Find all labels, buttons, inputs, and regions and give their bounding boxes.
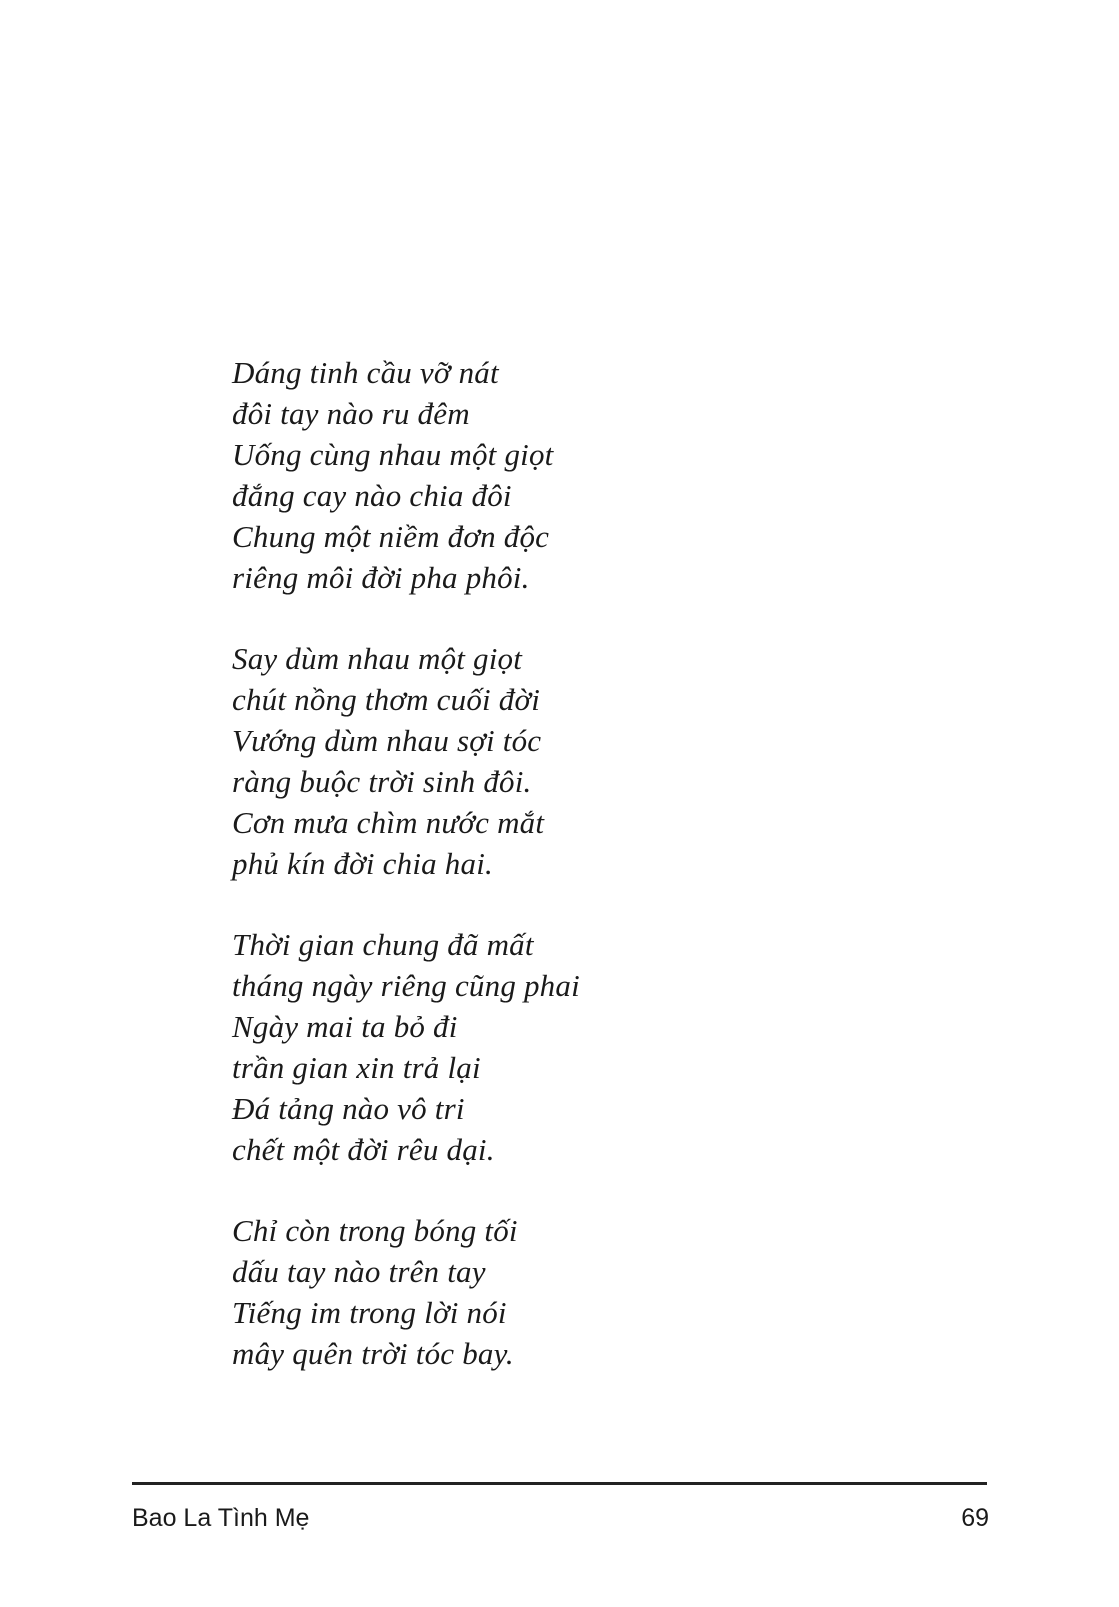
page-footer bbox=[132, 1500, 989, 1536]
poem-line: trần gian xin trả lại bbox=[232, 1050, 481, 1085]
poem-body bbox=[232, 352, 932, 1414]
poem-line: Thời gian chung đã mất bbox=[232, 927, 534, 962]
poem-line: phủ kín đời chia hai. bbox=[232, 846, 493, 881]
poem-line: dấu tay nào trên tay bbox=[232, 1254, 486, 1289]
poem-line: Dáng tinh cầu vỡ nát bbox=[232, 355, 499, 390]
poem-line: chút nồng thơm cuối đời bbox=[232, 682, 541, 717]
poem-line: Ngày mai ta bỏ đi bbox=[232, 1009, 458, 1044]
page-number: 69 bbox=[961, 1504, 989, 1532]
stanza-2 bbox=[232, 638, 932, 884]
stanza-3 bbox=[232, 924, 932, 1170]
footer-divider bbox=[132, 1482, 987, 1485]
stanza-1 bbox=[232, 352, 932, 598]
poem-line: Đá tảng nào vô tri bbox=[232, 1091, 465, 1126]
poem-line: Tiếng im trong lời nói bbox=[232, 1295, 507, 1330]
book-title: Bao La Tình Mẹ bbox=[132, 1504, 310, 1532]
poem-line: Say dùm nhau một giọt bbox=[232, 641, 523, 676]
poem-line: Chung một niềm đơn độc bbox=[232, 519, 550, 554]
poem-line: Vướng dùm nhau sợi tóc bbox=[232, 723, 542, 758]
poem-line: chết một đời rêu dại. bbox=[232, 1132, 495, 1167]
poem-line: Cơn mưa chìm nước mắt bbox=[232, 805, 545, 840]
poem-line: tháng ngày riêng cũng phai bbox=[232, 968, 580, 1003]
poem-line: mây quên trời tóc bay. bbox=[232, 1336, 514, 1371]
poem-line: Uống cùng nhau một giọt bbox=[232, 437, 554, 472]
stanza-4 bbox=[232, 1210, 932, 1374]
poem-line: riêng môi đời pha phôi. bbox=[232, 560, 530, 595]
poem-line: đắng cay nào chia đôi bbox=[232, 478, 512, 513]
poem-line: Chỉ còn trong bóng tối bbox=[232, 1213, 518, 1248]
poem-line: đôi tay nào ru đêm bbox=[232, 396, 470, 431]
poem-line: ràng buộc trời sinh đôi. bbox=[232, 764, 532, 799]
